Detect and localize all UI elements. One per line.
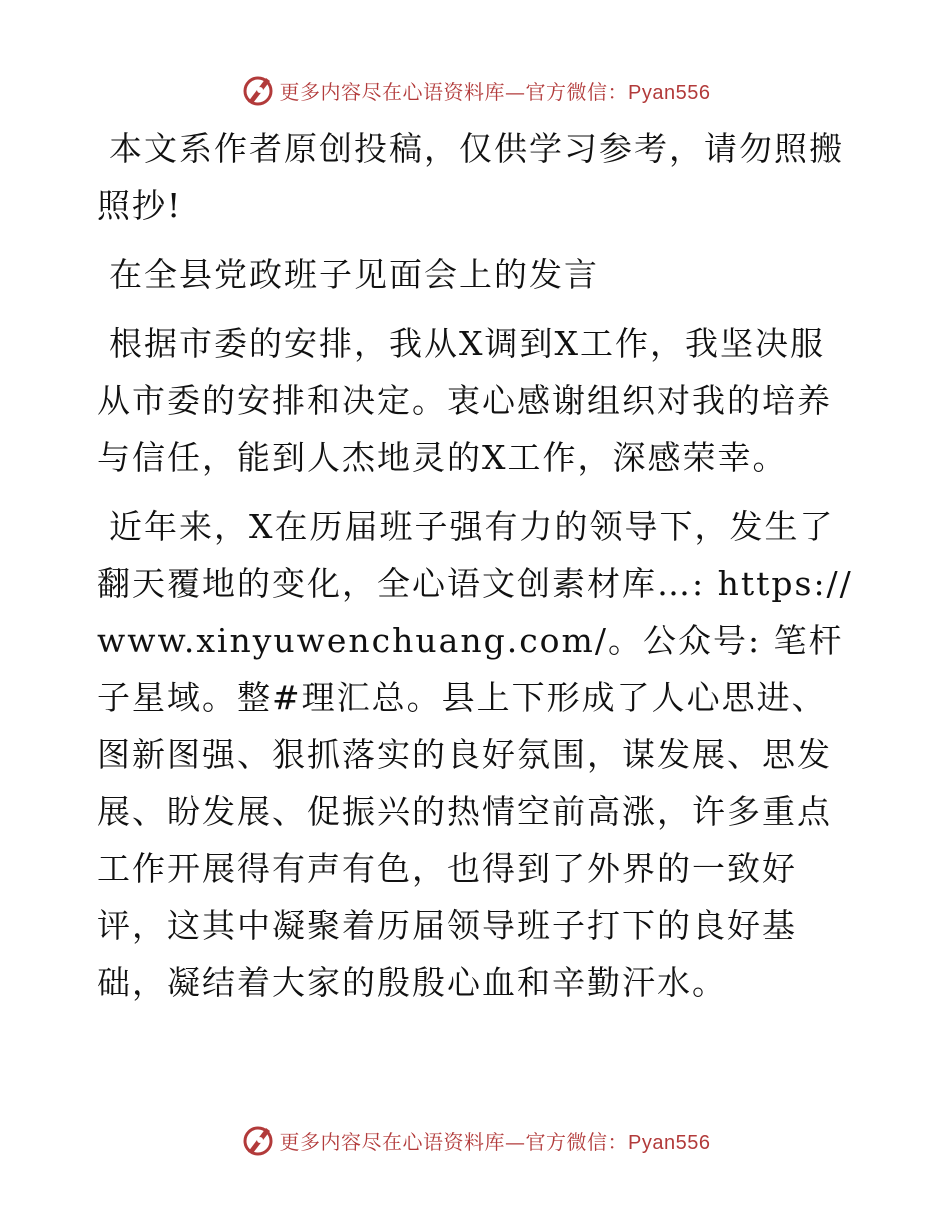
wechat-id: Pyan556 (628, 1131, 711, 1154)
wechat-id: Pyan556 (628, 81, 711, 104)
watermark-label: 更多内容尽在心语资料库—官方微信： (279, 1129, 629, 1154)
watermark-text (280, 76, 711, 105)
body-paragraph-2: 近年来，X在历届班子强有力的领导下，发生了翻天覆地的变化，全心语文创素材库…: https:// www.xinyuwenchuang.com/。公众号: 笔杆子星域。整#理汇总。县上下形成了人心思进、图新图强、狠抓落实的良好氛围，谋发展、思发展、盼发展、促振兴的热情空前高涨，许多重点工作开展得有声有色，也得到了外界的一致好评，这其中凝聚着历届领导班子打下的良好基础，凝结着大家的殷殷心血和辛勤汗水。 (97, 507, 853, 1002)
copyright-notice: 本文系作者原创投稿，仅供学习参考，请勿照搬照抄! (97, 129, 844, 225)
document-body (97, 120, 857, 1023)
footer-watermark (0, 1118, 950, 1162)
watermark-text (280, 1126, 711, 1155)
watermark-label: 更多内容尽在心语资料库—官方微信： (279, 79, 629, 104)
header-watermark (0, 68, 950, 112)
document-title: 在全县党政班子见面会上的发言 (109, 255, 599, 294)
body-paragraph-1: 根据市委的安排，我从X调到X工作，我坚决服从市委的安排和决定。衷心感谢组织对我的培养与信任，能到人杰地灵的X工作，深感荣幸。 (97, 324, 832, 477)
quill-pen-logo-icon (240, 72, 276, 108)
quill-pen-logo-icon (240, 1122, 276, 1158)
